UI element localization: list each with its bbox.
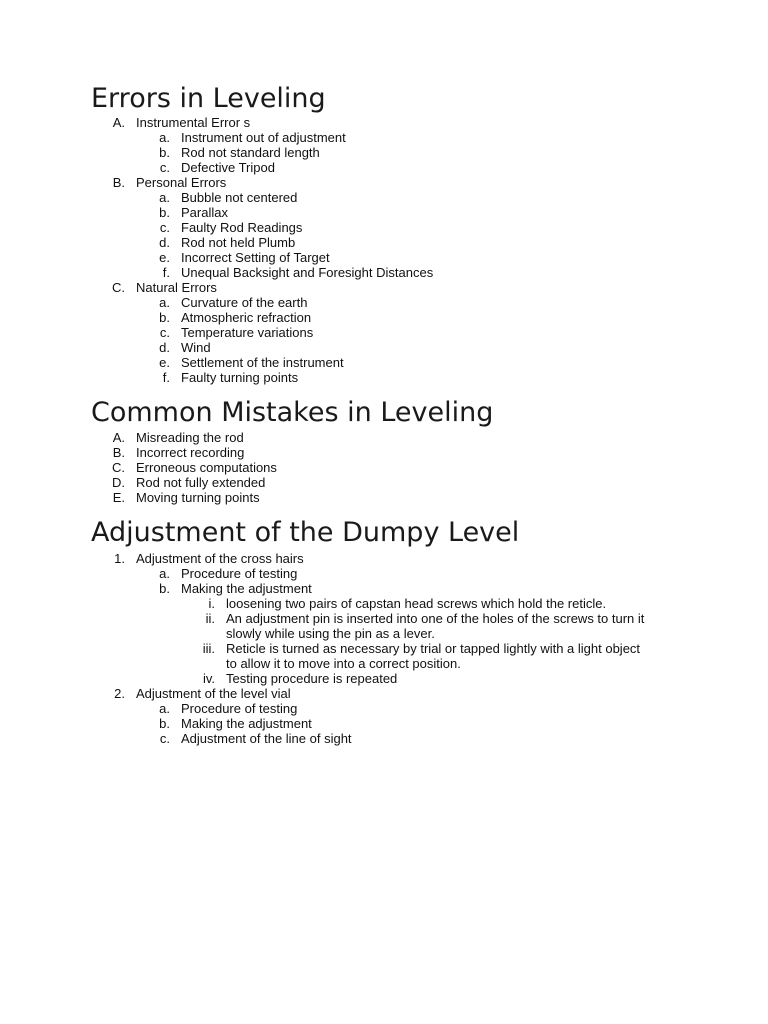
- list-marker: b.: [159, 205, 170, 220]
- list-item-text: Instrument out of adjustment: [181, 130, 346, 145]
- section-title-dumpy-level: Adjustment of the Dumpy Level: [91, 517, 520, 548]
- list-item-text: Faulty Rod Readings: [181, 220, 303, 235]
- list-marker: D.: [112, 475, 125, 490]
- list-marker: A.: [112, 115, 125, 130]
- list-item-text: Temperature variations: [181, 325, 314, 340]
- list-item-text: Adjustment of the cross hairs: [136, 551, 304, 566]
- list-marker: iii.: [202, 641, 215, 656]
- list-marker: b.: [159, 310, 170, 325]
- list-marker: c.: [159, 731, 170, 746]
- list-marker: d.: [159, 340, 170, 355]
- list-item-text: Wind: [181, 340, 211, 355]
- list-item-text: Adjustment of the level vial: [136, 686, 291, 701]
- list-marker: b.: [159, 716, 170, 731]
- list-item-text: Settlement of the instrument: [181, 355, 344, 370]
- list-item-text: Defective Tripod: [181, 160, 275, 175]
- list-marker: f.: [162, 265, 170, 280]
- section-title-errors-in-leveling: Errors in Leveling: [91, 83, 326, 114]
- list-item-text: slowly while using the pin as a lever.: [226, 626, 435, 641]
- list-marker: a.: [159, 566, 170, 581]
- list-marker: c.: [159, 325, 170, 340]
- list-marker: 2.: [114, 686, 125, 701]
- list-marker: b.: [159, 145, 170, 160]
- list-item-text: Instrumental Error s: [136, 115, 251, 130]
- list-marker: f.: [162, 370, 170, 385]
- list-item-text: Rod not held Plumb: [181, 235, 296, 250]
- list-item-text: Rod not standard length: [181, 145, 320, 160]
- list-marker: E.: [112, 490, 125, 505]
- list-item-text: Erroneous computations: [136, 460, 277, 475]
- list-item-text: Reticle is turned as necessary by trial or tapped lightly with a light object: [226, 641, 641, 656]
- list-item-text: Parallax: [181, 205, 228, 220]
- list-item-text: Making the adjustment: [181, 716, 312, 731]
- list-item-text: Atmospheric refraction: [181, 310, 312, 325]
- list-item-text: Curvature of the earth: [181, 295, 308, 310]
- list-item-text: Procedure of testing: [181, 566, 298, 581]
- list-item-text: Incorrect Setting of Target: [181, 250, 330, 265]
- list-marker: a.: [159, 295, 170, 310]
- list-item-text: Faulty turning points: [181, 370, 299, 385]
- list-item-text: Procedure of testing: [181, 701, 298, 716]
- list-marker: C.: [112, 280, 125, 295]
- list-marker: A.: [112, 430, 125, 445]
- list-marker: b.: [159, 581, 170, 596]
- list-marker: a.: [159, 190, 170, 205]
- list-marker: iv.: [202, 671, 215, 686]
- list-item-text: Personal Errors: [136, 175, 227, 190]
- list-marker: e.: [159, 250, 170, 265]
- list-marker: c.: [159, 160, 170, 175]
- list-marker: a.: [159, 701, 170, 716]
- list-item-text: Moving turning points: [136, 490, 260, 505]
- list-marker: 1.: [114, 551, 125, 566]
- list-item-text: Unequal Backsight and Foresight Distances: [181, 265, 434, 280]
- list-marker: a.: [159, 130, 170, 145]
- list-marker: d.: [159, 235, 170, 250]
- section-title-common-mistakes: Common Mistakes in Leveling: [91, 397, 494, 428]
- list-item-text: loosening two pairs of capstan head screws which hold the reticle.: [226, 596, 607, 611]
- list-item-text: Incorrect recording: [136, 445, 245, 460]
- list-marker: c.: [159, 220, 170, 235]
- list-item-text: Making the adjustment: [181, 581, 312, 596]
- list-marker: B.: [112, 175, 125, 190]
- list-item-text: to allow it to move into a correct position.: [226, 656, 461, 671]
- list-item-text: Natural Errors: [136, 280, 217, 295]
- list-item-text: Bubble not centered: [181, 190, 298, 205]
- list-item-text: Adjustment of the line of sight: [181, 731, 352, 746]
- list-item-text: An adjustment pin is inserted into one of the holes of the screws to turn it: [226, 611, 645, 626]
- list-marker: B.: [112, 445, 125, 460]
- list-marker: ii.: [205, 611, 215, 626]
- list-marker: e.: [159, 355, 170, 370]
- list-marker: i.: [208, 596, 215, 611]
- list-item-text: Misreading the rod: [136, 430, 244, 445]
- list-item-text: Rod not fully extended: [136, 475, 266, 490]
- list-item-text: Testing procedure is repeated: [226, 671, 398, 686]
- list-marker: C.: [112, 460, 125, 475]
